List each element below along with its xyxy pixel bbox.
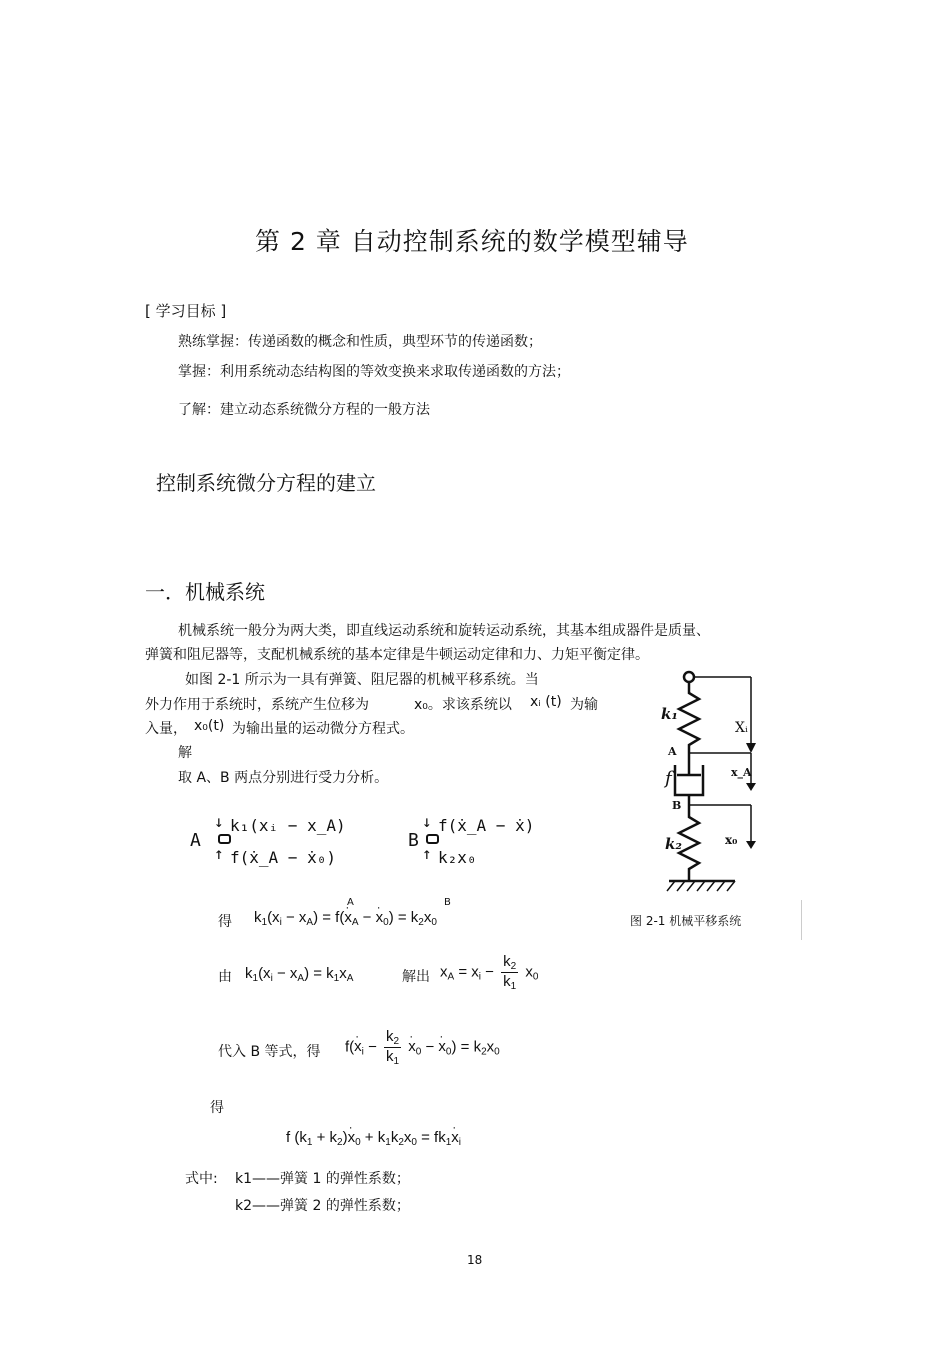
eq1-label-b: B bbox=[444, 897, 451, 908]
force-diagram-a bbox=[190, 812, 346, 872]
eq2-mid: 解出 bbox=[402, 969, 430, 985]
arrow-xa-icon bbox=[746, 783, 756, 791]
paragraph2-line3b: x₀(t) bbox=[194, 718, 225, 734]
force-b-point-label: B bbox=[408, 830, 419, 851]
goals-heading: [ 学习目标 ] bbox=[145, 302, 227, 320]
chapter-title: 第 2 章 自动控制系统的数学模型辅导 bbox=[255, 227, 689, 256]
eq1-lead: 得 bbox=[218, 914, 232, 930]
equation-1: $k_1(x_i - x_A) = f(\cdot x_A$ − · $x_0) = k_2x_0$ bbox=[254, 909, 437, 928]
goal-item-3: 了解：建立动态系统微分方程的一般方法 bbox=[178, 402, 430, 418]
figure-caption: 图 2-1 机械平移系统 bbox=[630, 914, 742, 928]
figure-label-f: f bbox=[665, 768, 672, 789]
up-arrow-icon: ↑ bbox=[214, 844, 224, 863]
paragraph2-line2b: x₀。求该系统以 bbox=[414, 697, 512, 713]
equation-3: $f(\cdot x_i$ − $\frac{k_2}{k_1}$ · $x_0$ − · $x_0) = k_2x_0$ bbox=[345, 1028, 500, 1067]
paragraph2-line3a: 入量， bbox=[145, 721, 187, 737]
eq3-lead: 代入 B 等式，得 bbox=[218, 1044, 321, 1060]
paragraph2-line1: 如图 2-1 所示为一具有弹簧、阻尼器的机械平移系统。当 bbox=[185, 672, 539, 688]
paragraph2-line2c: xᵢ (t) bbox=[530, 694, 562, 710]
force-b-top: f(ẋ_A − ẋ) bbox=[438, 816, 535, 835]
eq1-label-a: A bbox=[347, 897, 354, 908]
page-number: 18 bbox=[467, 1253, 483, 1267]
figure-label-k1: k₁ bbox=[661, 705, 678, 723]
subsection-title: 一．机械系统 bbox=[145, 580, 265, 604]
goal-item-2: 掌握：利用系统动态结构图的等效变换来求取传递函数的方法； bbox=[178, 364, 570, 380]
down-arrow-icon: ↓ bbox=[214, 812, 224, 831]
force-a-point-label: A bbox=[190, 830, 201, 851]
equation-4: f $(k_1 + k_2)\cdot x_0 + k_1k_2x_0 = fk_1\cdot x_i$ bbox=[286, 1129, 461, 1148]
figure-label-xa: x_A bbox=[731, 766, 752, 779]
force-diagram-b bbox=[408, 812, 538, 872]
up-arrow-icon: ↑ bbox=[422, 844, 432, 863]
figure-label-b: B bbox=[672, 799, 682, 812]
arrow-xi-icon bbox=[746, 743, 756, 753]
eq2-lead: 由 bbox=[218, 969, 232, 985]
mechanical-system-figure bbox=[655, 665, 775, 895]
paragraph2-line2d: 为输 bbox=[570, 697, 598, 713]
where-lead: 式中: bbox=[185, 1171, 218, 1187]
paragraph2-line2a: 外力作用于系统时，系统产生位移为 bbox=[145, 697, 369, 713]
arrow-x0-icon bbox=[746, 841, 756, 849]
figure-label-xi: Xᵢ bbox=[735, 720, 748, 736]
section-title: 控制系统微分方程的建立 bbox=[156, 471, 376, 495]
solve-label: 解 bbox=[178, 745, 192, 761]
step-text: 取 A、B 两点分别进行受力分析。 bbox=[178, 770, 389, 786]
equation-2b: $x_A = x_i$ − $\frac{k_2}{k_1}$ $x_0$ bbox=[440, 953, 539, 992]
figure-label-a: A bbox=[668, 745, 677, 758]
figure-label-x0: x₀ bbox=[725, 833, 738, 847]
figure-label-k2: k₂ bbox=[665, 835, 682, 853]
down-arrow-icon: ↓ bbox=[422, 812, 432, 831]
force-b-bottom: k₂x₀ bbox=[438, 848, 477, 867]
equation-2a: $k_1(x_i - x_A) = k_1x_A$ bbox=[245, 965, 354, 984]
node-a-icon bbox=[218, 834, 231, 844]
eq4-lead: 得 bbox=[210, 1100, 224, 1116]
goal-item-1: 熟练掌握：传递函数的概念和性质，典型环节的传递函数； bbox=[178, 334, 542, 350]
where-item-2: k2——弹簧 2 的弹性系数； bbox=[235, 1198, 410, 1214]
where-item-1: k1——弹簧 1 的弹性系数； bbox=[235, 1171, 410, 1187]
node-b-icon bbox=[426, 834, 439, 844]
force-a-bottom: f(ẋ_A − ẋ₀) bbox=[230, 848, 336, 867]
figure-divider bbox=[801, 900, 802, 940]
force-a-top: k₁(xᵢ − x_A) bbox=[230, 816, 346, 835]
paragraph1-line2: 弹簧和阻尼器等，支配机械系统的基本定律是牛顿运动定律和力、力矩平衡定律。 bbox=[145, 647, 649, 663]
paragraph1-line1: 机械系统一般分为两大类，即直线运动系统和旋转运动系统，其基本组成器件是质量、 bbox=[178, 623, 710, 639]
paragraph2-line3c: 为输出量的运动微分方程式。 bbox=[232, 721, 414, 737]
